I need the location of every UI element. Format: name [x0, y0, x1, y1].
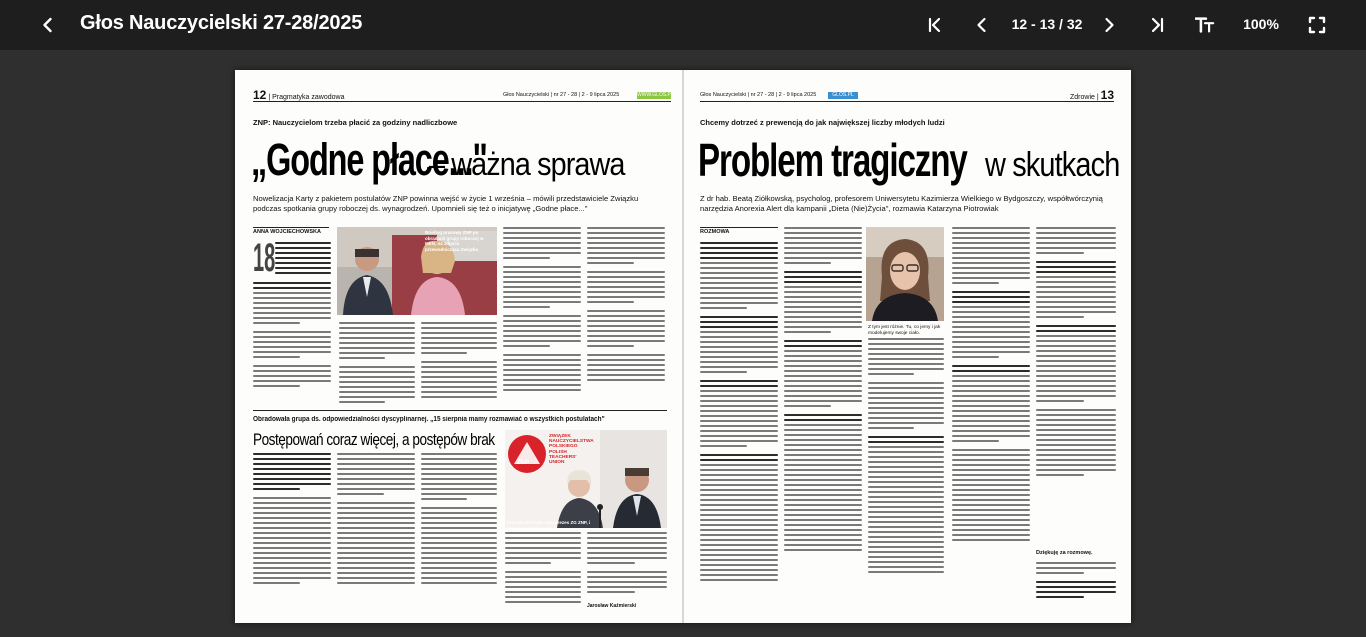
byline: ANNA WOJCIECHOWSKA: [253, 227, 329, 235]
last-page-button[interactable]: [1141, 9, 1173, 41]
publication-title: Głos Nauczycielski 27-28/2025: [80, 12, 363, 34]
znp-sign-line: POLISH: [549, 449, 567, 455]
reader-toolbar: [0, 0, 1366, 50]
article-lead: Z dr hab. Beatą Ziółkowską, psycholog, profesorem Uniwersytetu Kazimierza Wielkiego w Bydgoszczy, współtwórczynią narzędzia Anorexia Alert dla kampanii „Dieta (Nie)Życia", rozmawia Katarzyna Piotrowiak: [700, 194, 1103, 213]
font-size-icon: [1195, 15, 1215, 35]
photo-caption: Z tym jest różnie. Tu, co jemy i jak modelujemy swoje ciało.: [868, 325, 941, 336]
page-viewer[interactable]: [0, 50, 1366, 637]
byline: ROZMOWA: [700, 227, 778, 235]
znp-sign-line: TEACHERS': [549, 454, 577, 460]
article-headline: [251, 132, 646, 192]
fullscreen-button[interactable]: [1301, 9, 1333, 41]
headline-light: – ważna sprawa: [429, 146, 625, 182]
text-column: [868, 338, 944, 613]
article-kicker: ZNP: Nauczycielom trzeba płacić za godziny nadliczbowe: [253, 118, 458, 127]
text-column: [505, 532, 581, 612]
page-number: 13: [1100, 88, 1114, 102]
text-column: [337, 453, 415, 613]
next-page-button[interactable]: [1093, 9, 1125, 41]
second-article-headline: Postępowań coraz więcej, a postępów brak: [253, 430, 495, 449]
section-divider: [253, 410, 667, 411]
article-lead: Nowelizacja Karty z pakietem postulatów ZNP powinna wejść w życie 1 września – mówili przedstawiciele Związku podczas spotkania grupy roboczej ds. wynagrodzeń. Upomnieli się też o inicjatywę „Godne płace...": [253, 194, 639, 213]
text-column: [784, 227, 862, 613]
fullscreen-icon: [1307, 15, 1327, 35]
right-page: [684, 70, 1131, 623]
text-column: [1036, 562, 1116, 610]
headline-light: w skutkach: [985, 146, 1120, 184]
chevron-left-icon: [38, 15, 58, 35]
magazine-spread[interactable]: [235, 70, 1131, 623]
back-button[interactable]: [32, 9, 64, 41]
article-headline: [698, 132, 1131, 193]
text-column: [1036, 227, 1116, 547]
text-column: [700, 242, 778, 614]
article-photo: [866, 227, 944, 321]
site-badge: WWW.GLOS.PL: [637, 92, 674, 98]
previous-page-button[interactable]: [966, 9, 998, 41]
last-page-icon: [1147, 15, 1167, 35]
issue-info: Głos Nauczycielski | nr 27 - 28 | 2 - 9 lipca 2025: [503, 92, 620, 98]
page-indicator: 12 - 13 / 32: [1011, 16, 1083, 32]
section-name: Zdrowie: [1070, 94, 1095, 101]
headline-bold: Problem tragiczny: [698, 134, 967, 186]
closing-line: Dziękuję za rozmowę.: [1036, 550, 1093, 556]
text-column: [275, 242, 331, 278]
text-column: [587, 532, 667, 602]
text-column: [952, 227, 1030, 613]
znp-sign-line: UNION: [549, 460, 565, 466]
issue-info: Głos Nauczycielski | nr 27 - 28 | 2 - 9 lipca 2025: [700, 92, 817, 98]
page-header: Głos Nauczycielski | nr 27 - 28 | 2 - 9 lipca 2025 GLOS.PL Zdrowie | 13: [700, 88, 1114, 102]
font-size-button[interactable]: [1189, 9, 1221, 41]
article-kicker: Chcemy dotrzeć z prewencją do jak największej liczby młodych ludzi: [700, 118, 945, 127]
znp-sign-line: ZWIĄZEK: [549, 434, 571, 439]
photo-portrait: [866, 227, 944, 321]
page-header: 12 | Pragmatyka zawodowa Głos Nauczycielski | nr 27 - 28 | 2 - 9 lipca 2025 WWW.GLOS.PL: [253, 88, 674, 102]
left-page: [235, 70, 682, 623]
section-name: Pragmatyka zawodowa: [272, 94, 345, 101]
chevron-left-icon: [972, 15, 992, 35]
page-number: 12: [253, 88, 267, 102]
article-signature: Jarosław Kaźmierski: [587, 603, 637, 609]
photo-caption: Briefing prasowy ZNP po obradach grupy roboczej w MEN, na zdjęciu przewodnicząca Związku: [425, 230, 484, 252]
text-column: [253, 453, 331, 613]
first-page-button[interactable]: [919, 9, 951, 41]
article-photo: [505, 430, 667, 528]
drop-cap: 18: [253, 236, 276, 280]
first-page-icon: [925, 15, 945, 35]
site-badge: GLOS.PL: [828, 92, 858, 99]
photo-caption: Urszula Woźniak, wiceprezes ZG ZNP, i Jarosław Kaźmierski: [507, 520, 591, 531]
znp-sign-line: NAUCZYCIELSTWA: [549, 439, 594, 445]
text-column: [421, 453, 497, 613]
znp-sign-line: POLSKIEGO: [549, 444, 578, 450]
chevron-right-icon: [1099, 15, 1119, 35]
second-article-kicker: Obradowała grupa ds. odpowiedzialności dyscyplinarnej. „15 sierpnia mamy rozmawiać o wszystkich postulatach": [253, 416, 605, 423]
zoom-level[interactable]: 100%: [1243, 16, 1279, 32]
znp-logo: ZNP: [517, 460, 529, 466]
headline-bold: „Godne płace...": [251, 134, 487, 185]
znp-sign: [549, 434, 605, 474]
